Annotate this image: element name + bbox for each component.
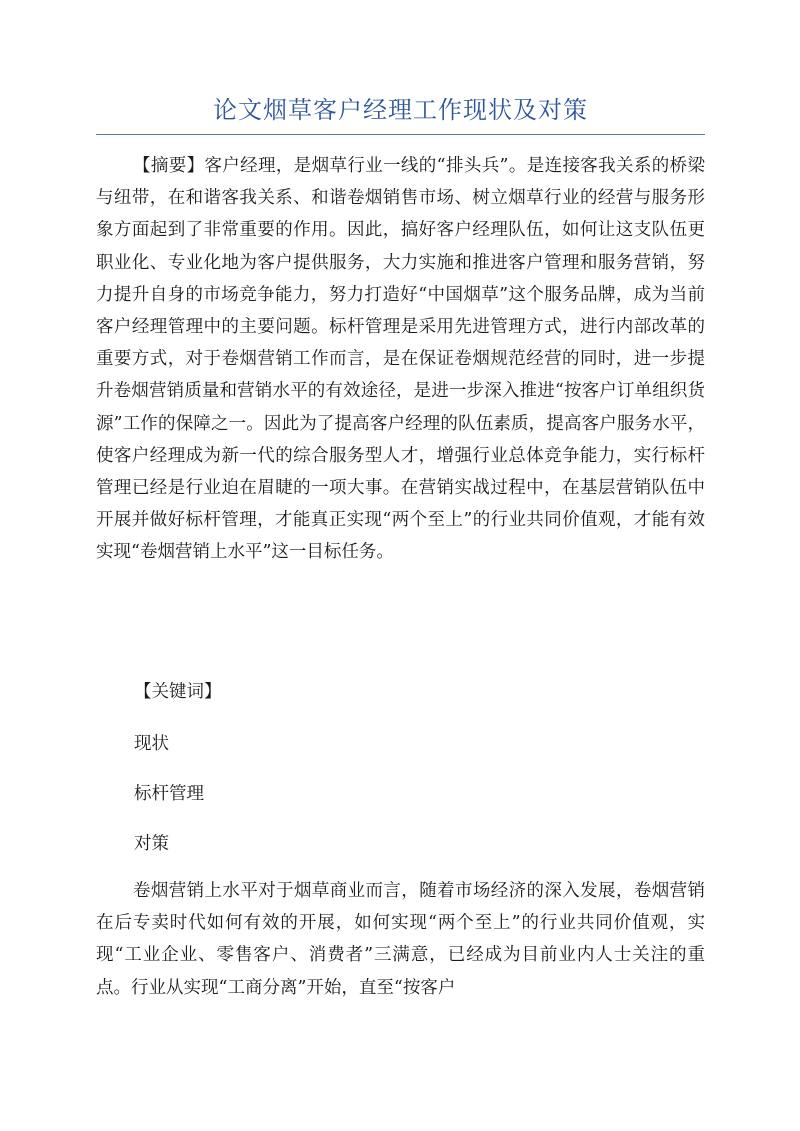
keywords-heading: 【关键词】 bbox=[134, 682, 222, 702]
keyword-item: 标杆管理 bbox=[134, 784, 204, 804]
keyword-item: 对策 bbox=[134, 834, 169, 854]
title-underline bbox=[96, 134, 705, 135]
keyword-item: 现状 bbox=[134, 734, 169, 754]
body-paragraph: 卷烟营销上水平对于烟草商业而言，随着市场经济的深入发展，卷烟营销在后专卖时代如何有效的开展，如何实现“两个至上”的行业共同价值观，实现“工业企业、零售客户、消费者”三满意，已经成为目前业内人士关注的重点。行业从实现“工商分离”开始，直至“按客户 bbox=[96, 881, 705, 998]
document-title: 论文烟草客户经理工作现状及对策 bbox=[213, 96, 588, 124]
abstract-paragraph: 【摘要】客户经理，是烟草行业一线的“排头兵”。是连接客我关系的桥梁与纽带，在和谐客我关系、和谐卷烟销售市场、树立烟草行业的经营与服务形象方面起到了非常重要的作用。因此，搞好客户经理队伍，如何让这支队伍更职业化、专业化地为客户提供服务，大力实施和推进客户管理和服务营销，努力提升自身的市场竞争能力，努力打造好“中国烟草”这个服务品牌，成为当前客户经理管理中的主要问题。标杆管理是采用先进管理方式，进行内部改革的重要方式，对于卷烟营销工作而言，是在保证卷烟规范经营的同时，进一步提升卷烟营销质量和营销水平的有效途径，是进一步深入推进“按客户订单组织货源”工作的保障之一。因此为了提高客户经理的队伍素质，提高客户服务水平，使客户经理成为新一代的综合服务型人才，增强行业总体竞争能力，实行标杆管理已经是行业迫在眉睫的一项大事。在营销实战过程中，在基层营销队伍中开展并做好标杆管理，才能真正实现“两个至上”的行业共同价值观，才能有效实现“卷烟营销上水平”这一目标任务。 bbox=[96, 156, 705, 563]
